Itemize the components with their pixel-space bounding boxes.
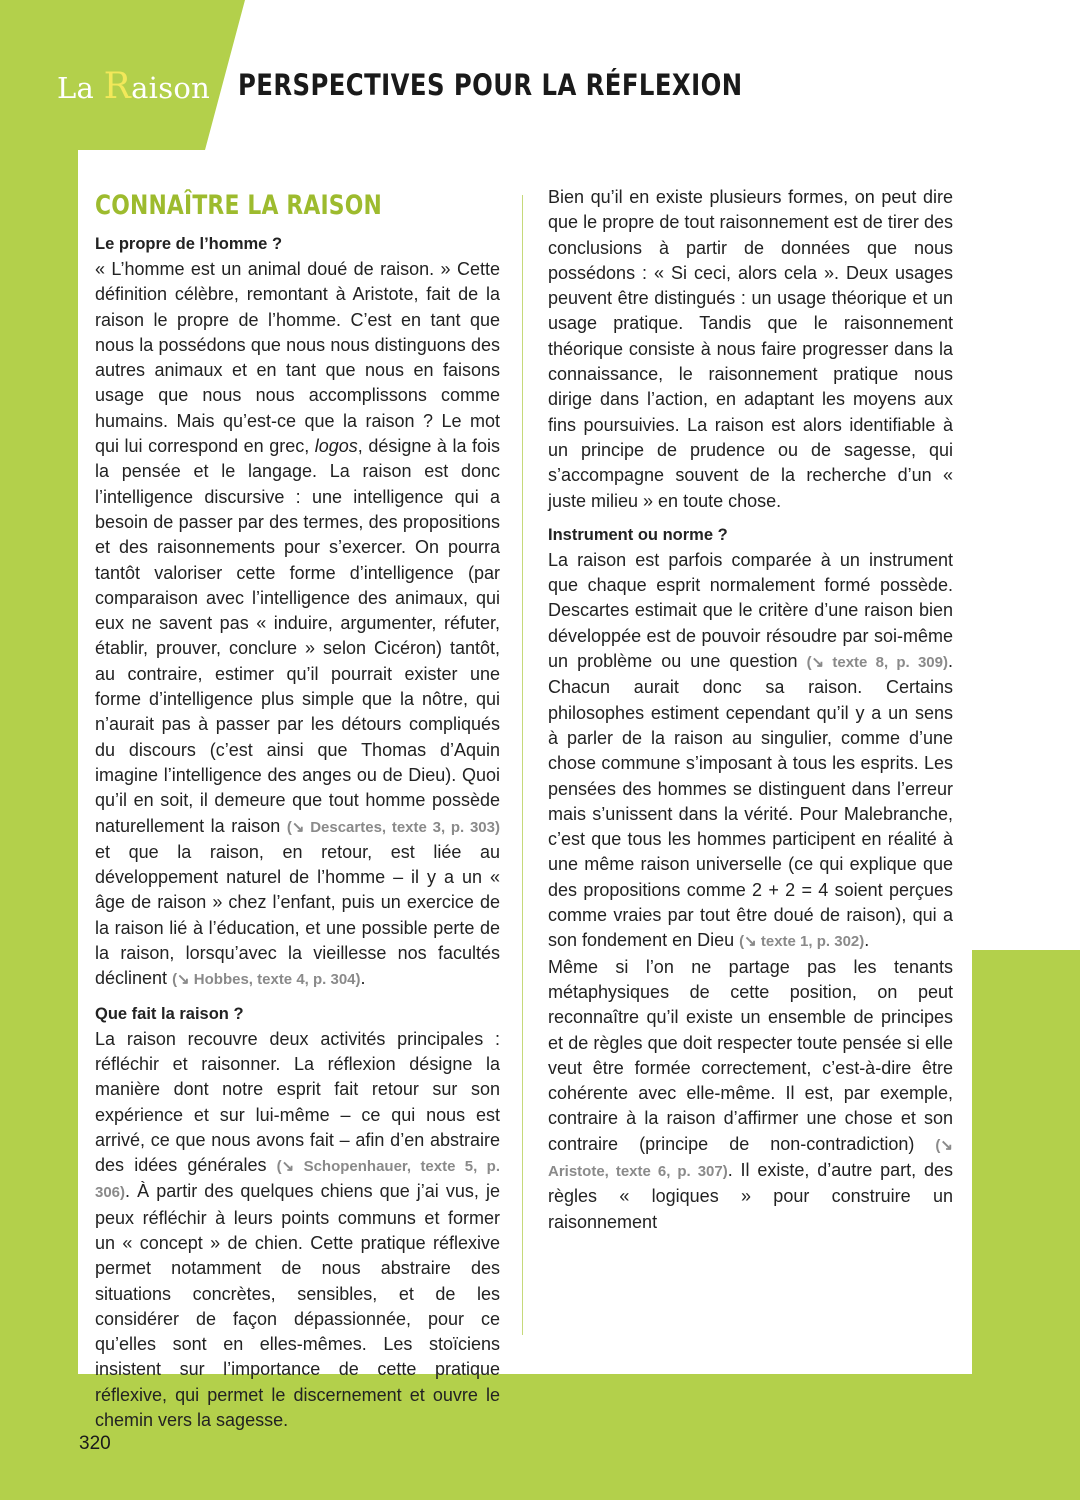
text-fragment: La raison est parfois comparée à un instrument que chaque esprit normalement formé possède. Descartes estimait que le critère d’une raison bien développée est de pouvoir résoudre par soi-même un problème ou une question xyxy=(548,549,953,672)
text-fragment: . À partir des quelques chiens que j’ai vus, je peux réfléchir à leurs points communs et former un « concept » de chien. Cette pratique réflexive permet notamment de nous abstraire des situations concrètes, sensibles, et de les considérer de façon dépassionnée, pour ce qu’elles sont en elles-mêmes. Les stoïciens insistent sur l’importance de cette pratique réflexive, qui permet le discernement et ouvre le chemin vers la sagesse. xyxy=(95,1181,500,1431)
paragraph-propre xyxy=(95,257,500,993)
right-column xyxy=(548,185,953,1235)
subheading-instrument: Instrument ou norme ? xyxy=(548,525,728,544)
chapter-title-drop-cap: R xyxy=(103,66,132,107)
cross-reference[interactable]: (↘ Hobbes, texte 4, p. 304) xyxy=(172,971,361,989)
main-heading: CONNAÎTRE LA RAISON xyxy=(95,190,382,221)
page-number: 320 xyxy=(79,1433,111,1454)
cross-reference[interactable]: (↘ Aristote, texte 6, p. 307) xyxy=(548,1136,953,1180)
cross-reference[interactable]: (↘ texte 8, p. 309) xyxy=(806,654,948,672)
text-fragment: . xyxy=(864,930,870,951)
paragraph-raisonnement: Bien qu’il en existe plusieurs formes, on peut dire que le propre de tout raisonnement est de tirer des conclusions à partir de données que nous possédons : « Si ceci, alors cela ». Deux usages peuvent être distingués : un usage théorique et un usage pratique. Tandis que le raisonnement théorique consiste à nous faire progresser dans la connaissance, le raisonnement pratique nous dirige dans l’action, en adaptant les moyens aux fins poursuivies. La raison est alors identifiable à un principe de prudence ou de sagesse, qui s’accompagne souvent de la recherche d’un « juste milieu » en toute chose. xyxy=(548,187,953,511)
text-fragment: Même si l’on ne partage pas les tenants métaphysiques de cette position, on peut reconnaître qu’il existe un ensemble de principes et de règles que doit respecter toute pensée si elle veut être formée correctement, c’est-à-dire être cohérente avec elle-même. Il est, par exemple, contraire à la raison d’affirmer une chose et son contraire (principe de non-contradiction) xyxy=(548,956,953,1154)
subheading-que-fait: Que fait la raison ? xyxy=(95,1004,244,1023)
text-fragment: La raison recouvre deux activités principales : réfléchir et raisonner. La réflexion désigne la manière dont notre esprit fait retour sur son expérience et sur lui-même – ce qui nous est arrivé, ce que nous avons fait – afin d’en abstraire des idées générales xyxy=(95,1028,500,1176)
paragraph-principes xyxy=(548,955,953,1235)
paragraph-instrument xyxy=(548,548,953,955)
italic-term: logos xyxy=(314,436,358,457)
chapter-title-rest: aison xyxy=(131,71,211,105)
left-column xyxy=(95,186,500,1433)
right-white-band xyxy=(972,150,1080,950)
text-fragment: . Chacun aurait donc sa raison. Certains philosophes estiment cependant qu’il y a un sens à parler de la raison au singulier, comme d’une chose commune s’imposant à tous les esprits. Les pensées des hommes se distinguent dans l’erreur mais s’unissent dans la vérité. Pour Malebranche, c’est que tous les hommes participent en réalité à une même raison universelle (ce qui explique que des propositions comme 2 + 2 = 4 soient perçues comme vraies par tout être doué de raison), qui a son fondement en Dieu xyxy=(548,651,953,951)
text-fragment: . xyxy=(360,968,366,989)
text-fragment: , désigne à la fois la pensée et le langage. La raison est donc l’intelligence discursive : une intelligence qui a besoin de passer par des termes, des propositions et des raisonnements pour s’exercer. On pourra tantôt valoriser cette forme d’intelligence (par comparaison avec l’intelligence des animaux, qui eux ne savent pas « induire, argumenter, réfuter, établir, prouver, conclure » selon Cicéron) tantôt, au contraire, estimer qu’il pourrait exister une forme d’intelligence plus simple que la nôtre, qui n’aurait pas à passer par les détours compliqués du discours (c’est ainsi que Thomas d’Aquin imagine l’intelligence des anges ou de Dieu). Quoi qu’il en soit, il demeure que tout homme possède naturellement la raison xyxy=(95,436,500,836)
text-fragment: . Il existe, d’autre part, des règles « logiques » pour construire un raisonnement xyxy=(548,1159,953,1232)
text-fragment: « L’homme est un animal doué de raison. » Cette définition célèbre, remontant à Aristote, fait de la raison le propre de l’homme. C’est en tant que nous la possédons que nous nous distinguons des autres animaux et en tant que nous en faisons usage que nous nous accomplissons comme humains. Mais qu’est-ce que la raison ? Le mot qui lui correspond en grec, xyxy=(95,259,500,457)
cross-reference[interactable]: (↘ Descartes, texte 3, p. 303) xyxy=(286,818,500,836)
chapter-title xyxy=(57,66,210,107)
paragraph-que-fait xyxy=(95,1027,500,1434)
subheading-propre: Le propre de l’homme ? xyxy=(95,235,283,253)
cross-reference[interactable]: (↘ texte 1, p. 302) xyxy=(739,933,865,951)
text-fragment: et que la raison, en retour, est liée au développement naturel de l’homme – il y a un « âge de raison » chez l’enfant, puis un exercice de la raison lié à l’éducation, et une possible perte de la raison, lorsqu’avec la vieillesse nos facultés déclinent xyxy=(95,841,500,989)
cross-reference[interactable]: (↘ Schopenhauer, texte 5, p. 306) xyxy=(95,1158,500,1202)
section-title: PERSPECTIVES POUR LA RÉFLEXION xyxy=(238,68,743,102)
chapter-title-prefix: La xyxy=(57,71,104,105)
column-divider xyxy=(522,195,523,1335)
